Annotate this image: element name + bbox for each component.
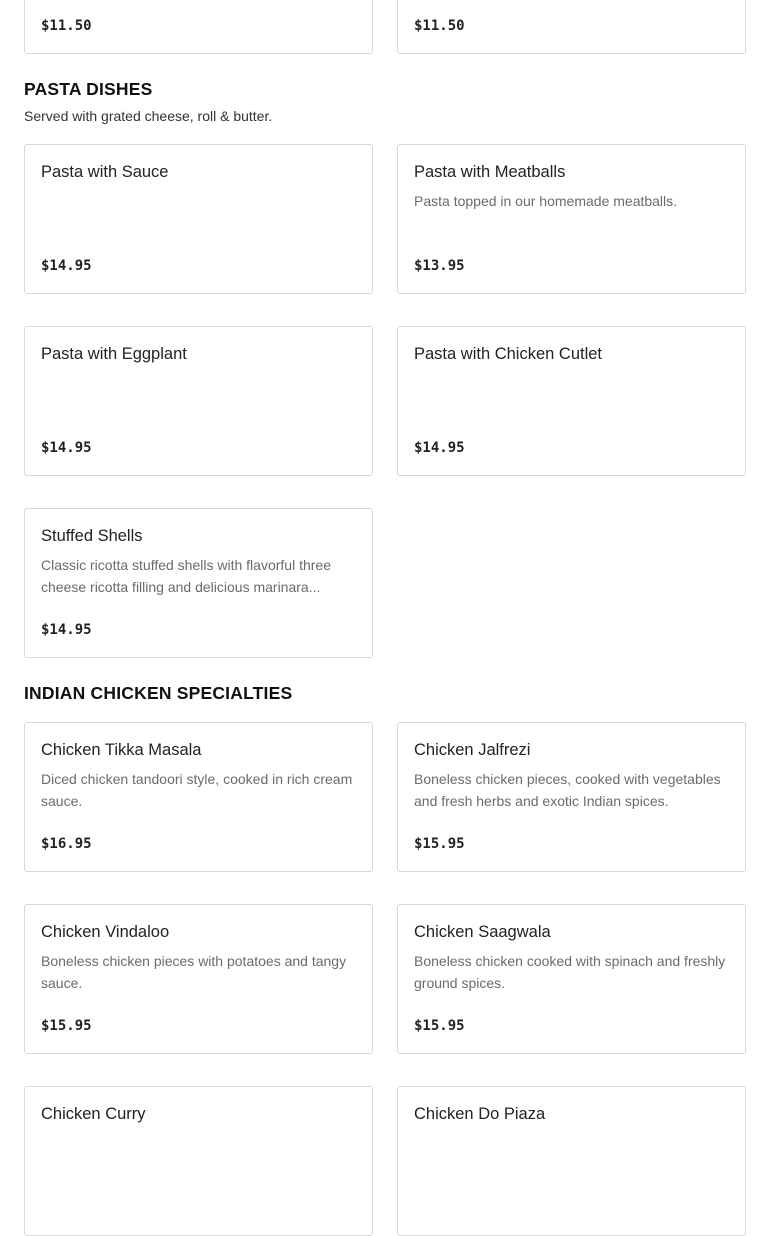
item-price: $15.95 — [414, 836, 465, 852]
menu-item-card[interactable] — [397, 904, 746, 1054]
item-price: $14.95 — [41, 622, 92, 638]
item-description: Boneless chicken pieces, cooked with vegetables and fresh herbs and exotic Indian spices. — [414, 771, 721, 809]
item-name: Chicken Vindaloo — [41, 923, 170, 941]
section-subtitle-pasta: Served with grated cheese, roll & butter. — [24, 108, 273, 124]
item-description: Diced chicken tandoori style, cooked in rich cream sauce. — [41, 771, 353, 809]
item-name: Stuffed Shells — [41, 527, 143, 545]
item-name: Pasta with Sauce — [41, 163, 169, 181]
section-title-pasta: PASTA DISHES — [24, 79, 153, 99]
item-description: Classic ricotta stuffed shells with flavorful three cheese ricotta filling and delicious marinara... — [41, 557, 331, 595]
item-name: Pasta with Chicken Cutlet — [414, 345, 603, 363]
menu-item-card[interactable] — [397, 722, 746, 872]
item-price: $16.95 — [41, 836, 92, 852]
item-name: Pasta with Meatballs — [414, 163, 566, 181]
item-name: Chicken Saagwala — [414, 923, 551, 941]
item-description: Boneless chicken cooked with spinach and freshly ground spices. — [414, 953, 726, 991]
menu-item-card[interactable] — [24, 144, 373, 294]
menu-item-card[interactable] — [397, 144, 746, 294]
item-name: Chicken Tikka Masala — [41, 741, 202, 759]
item-price: $15.95 — [414, 1018, 465, 1034]
menu-item-card[interactable] — [397, 326, 746, 476]
item-name: Chicken Curry — [41, 1105, 146, 1123]
item-price: $15.95 — [41, 1018, 92, 1034]
item-description: Pasta topped in our homemade meatballs. — [414, 193, 678, 209]
menu-item-card[interactable] — [24, 904, 373, 1054]
menu-item-card[interactable] — [397, 0, 746, 54]
menu-item-card[interactable] — [24, 0, 373, 54]
item-price: $11.50 — [41, 18, 92, 34]
item-price: $13.95 — [414, 258, 465, 274]
item-name: Chicken Jalfrezi — [414, 741, 531, 759]
item-description: Boneless chicken pieces with potatoes and tangy sauce. — [41, 953, 347, 991]
item-price: $11.50 — [414, 18, 465, 34]
menu-item-card[interactable] — [24, 1086, 373, 1236]
section-title-indian-chicken: INDIAN CHICKEN SPECIALTIES — [24, 683, 293, 703]
menu-item-card[interactable] — [24, 508, 373, 658]
item-name: Pasta with Eggplant — [41, 345, 187, 363]
menu-item-card[interactable] — [397, 1086, 746, 1236]
menu-item-card[interactable] — [24, 722, 373, 872]
item-price: $14.95 — [41, 440, 92, 456]
item-price: $14.95 — [414, 440, 465, 456]
item-price: $14.95 — [41, 258, 92, 274]
menu-item-card[interactable] — [24, 326, 373, 476]
item-name: Chicken Do Piaza — [414, 1105, 546, 1123]
